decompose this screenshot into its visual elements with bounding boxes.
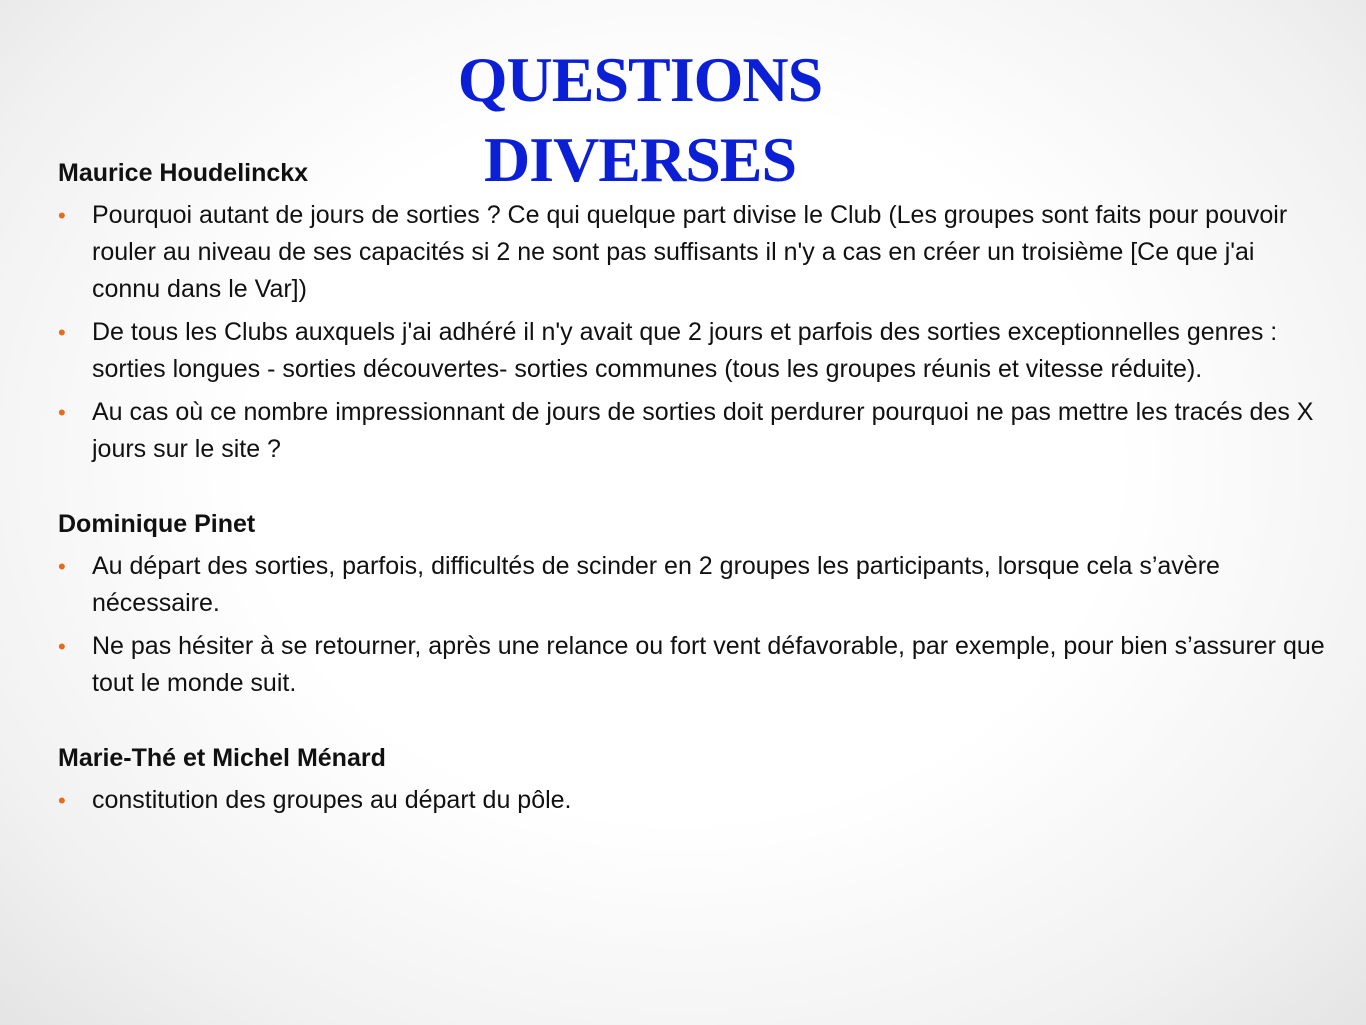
list-item-text: De tous les Clubs auxquels j'ai adhéré il n'y avait que 2 jours et parfois des sorties exceptionnelles genres : sorties longues - sorties découvertes- sorties communes (tous les groupes réunis et vitesse réduite). (92, 318, 1278, 383)
slide-title: QUESTIONS DIVERSES (457, 44, 823, 195)
section-author-name: Maurice Houdelinckx (58, 159, 309, 187)
list-item (58, 394, 1328, 468)
bullet-icon: • (58, 400, 66, 425)
list-item-text: Au départ des sorties, parfois, difficultés de scinder en 2 groupes les participants, lorsque cela s’avère nécessaire. (92, 552, 1220, 617)
list-item (58, 548, 1328, 622)
list-item (58, 197, 1328, 308)
list-item-text: Pourquoi autant de jours de sorties ? Ce qui quelque part divise le Club (Les groupes sont faits pour pouvoir rouler au niveau de ses capacités si 2 ne sont pas suffisants il n'y a cas en créer un troisième [Ce que j'ai connu dans le Var]) (92, 201, 1288, 303)
slide-content (58, 155, 1328, 857)
list-item-text: constitution des groupes au départ du pôle. (92, 786, 572, 814)
bullet-list (58, 197, 1328, 468)
bullet-list (58, 782, 1328, 819)
section-author-name: Marie-Thé et Michel Ménard (58, 744, 386, 772)
list-item (58, 782, 1328, 819)
list-item (58, 628, 1328, 702)
section-marie-the-michel-menard (58, 740, 1328, 819)
section-author-name: Dominique Pinet (58, 510, 256, 538)
bullet-icon: • (58, 788, 66, 813)
bullet-list (58, 548, 1328, 702)
list-item-text: Au cas où ce nombre impressionnant de jours de sorties doit perdurer pourquoi ne pas mettre les tracés des X jours sur le site ? (92, 398, 1314, 463)
bullet-icon: • (58, 634, 66, 659)
list-item-text: Ne pas hésiter à se retourner, après une relance ou fort vent défavorable, par exemple, pour bien s’assurer que tout le monde suit. (92, 632, 1325, 697)
section-maurice-houdelinckx (58, 155, 1328, 468)
bullet-icon: • (58, 203, 66, 228)
section-dominique-pinet (58, 506, 1328, 702)
list-item (58, 314, 1328, 388)
bullet-icon: • (58, 554, 66, 579)
bullet-icon: • (58, 320, 66, 345)
